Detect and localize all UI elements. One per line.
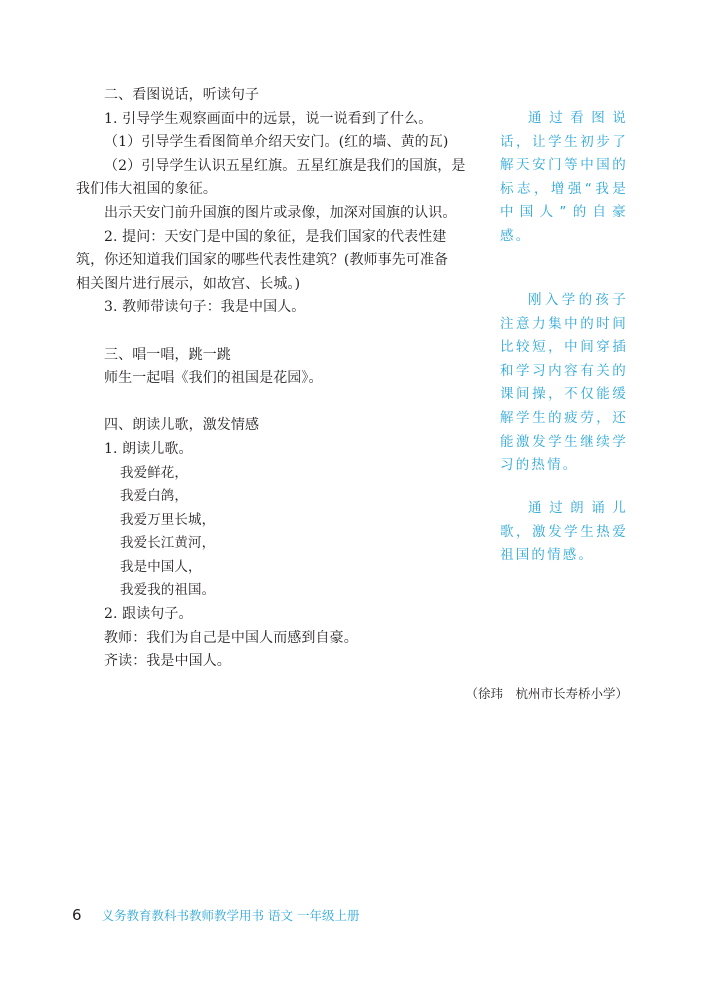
poem-line: 我是中国人， bbox=[120, 558, 202, 575]
page-footer bbox=[72, 906, 359, 924]
margin-note-3: 通过朗诵儿歌，激发学生热爱祖国的情感。 bbox=[500, 500, 628, 564]
paragraph: 2. 跟读句子。 bbox=[104, 606, 193, 623]
paragraph: 1. 朗读儿歌。 bbox=[104, 440, 193, 457]
paragraph: 齐读：我是中国人。 bbox=[104, 653, 231, 670]
section-heading-3: 三、唱一唱，跳一跳 bbox=[104, 346, 231, 363]
book-title: 义务教育教科书教师教学用书 语文 一年级上册 bbox=[101, 908, 360, 923]
paragraph: 我们伟大祖国的象征。 bbox=[76, 181, 217, 198]
poem bbox=[76, 462, 466, 604]
section-heading-4: 四、朗读儿歌，激发情感 bbox=[104, 417, 260, 434]
paragraph: 1. 引导学生观察画面中的远景，说一说看到了什么。 bbox=[104, 110, 433, 127]
page-number: 6 bbox=[72, 906, 82, 924]
author-credit: （徐玮 杭州市长寿桥小学） bbox=[465, 686, 628, 701]
margin-note-1: 通过看图说话，让学生初步了解天安门等中国的标志，增强“我是中国人”的自豪感。 bbox=[500, 110, 628, 244]
paragraph: 师生一起唱《我们的祖国是花园》。 bbox=[104, 370, 323, 387]
paragraph: 教师：我们为自己是中国人而感到自豪。 bbox=[104, 629, 358, 646]
paragraph: 出示天安门前升国旗的图片或录像，加深对国旗的认识。 bbox=[104, 204, 457, 221]
poem-line: 我爱我的祖国。 bbox=[120, 582, 216, 599]
paragraph: 2. 提问：天安门是中国的象征，是我们国家的代表性建 bbox=[104, 228, 447, 245]
paragraph: 筑，你还知道我们国家的哪些代表性建筑？(教师事先可准备 bbox=[76, 252, 449, 269]
section-heading-2: 二、看图说话，听读句子 bbox=[104, 87, 260, 103]
lesson-body bbox=[76, 84, 466, 674]
poem-line: 我爱万里长城， bbox=[120, 511, 216, 528]
paragraph: （1）引导学生看图简单介绍天安门。(红的墙、黄的瓦) bbox=[104, 134, 449, 151]
poem-line: 我爱鲜花， bbox=[120, 464, 188, 481]
margin-note-2: 刚入学的孩子注意力集中的时间比较短，中间穿插和学习内容有关的课间操，不仅能缓解学生的疲劳，还能激发学生继续学习的热情。 bbox=[500, 292, 628, 474]
paragraph: （2）引导学生认识五星红旗。五星红旗是我们的国旗，是 bbox=[104, 157, 466, 174]
poem-line: 我爱白鸽， bbox=[120, 488, 188, 505]
poem-line: 我爱长江黄河， bbox=[120, 535, 216, 552]
paragraph: 相关图片进行展示，如故宫、长城。) bbox=[76, 275, 301, 292]
paragraph: 3. 教师带读句子：我是中国人。 bbox=[104, 299, 306, 316]
